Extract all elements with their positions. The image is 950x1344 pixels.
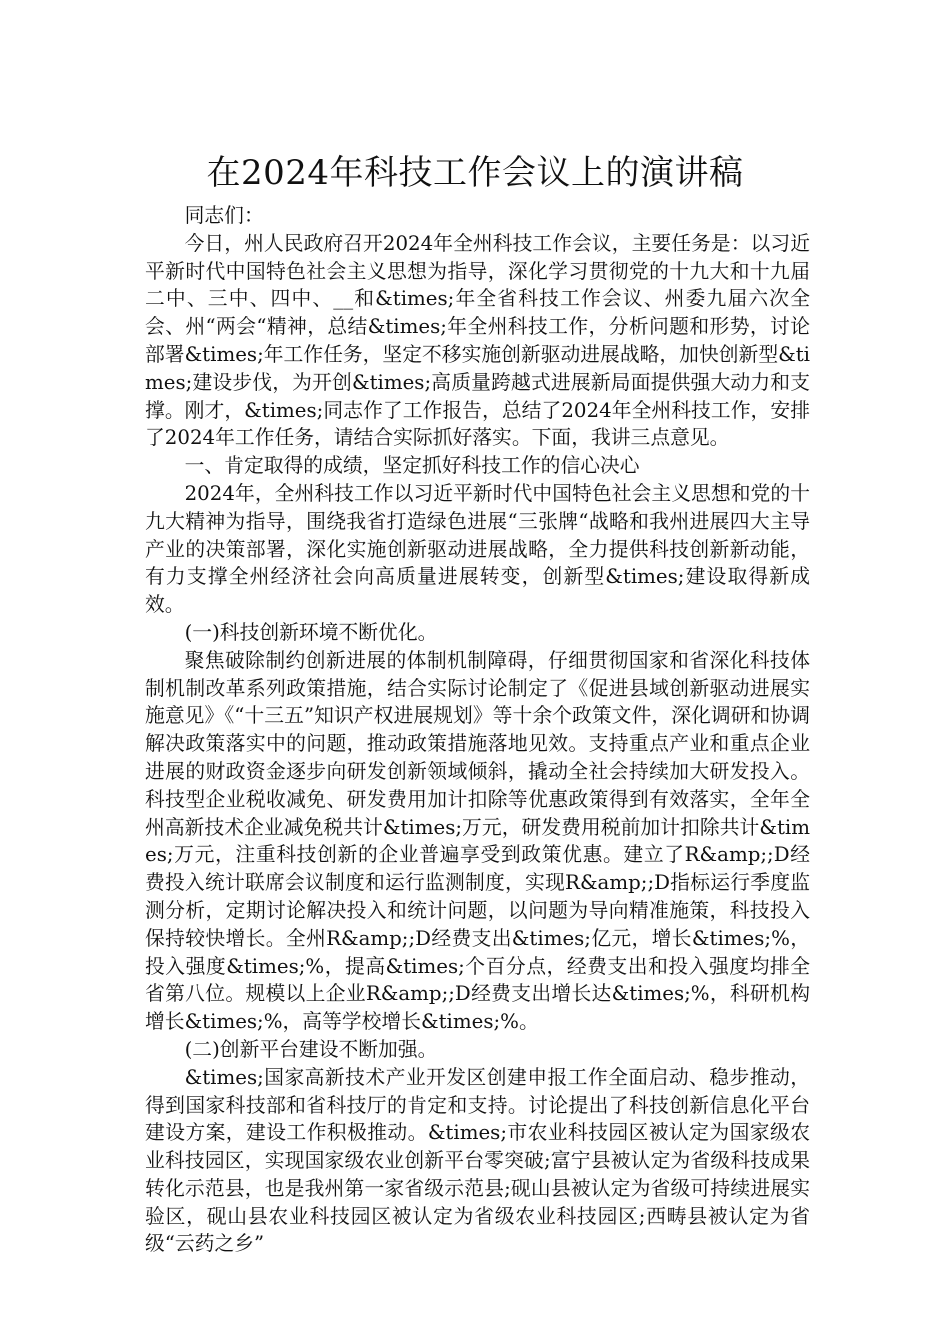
subsection-heading-1: (一)科技创新环境不断优化。: [184, 620, 438, 644]
document-title: 在2024年科技工作会议上的演讲稿: [206, 152, 744, 193]
salutation: 同志们：: [184, 204, 264, 227]
paragraph-summary: 2024年，全州科技工作以习近平新时代中国特色社会主义思想和党的十九大精神为指导，围绕我省打造绿色进展“三张牌“战略和我州进展四大主导产业的决策部署，深化实施创新驱动进展战略，全力提供科技创新新动能，有力支撑全州经济社会向高质量进展转变，创新型&times;建设取得新成效。: [145, 481, 810, 617]
subsection-heading-2: (二)创新平台建设不断加强。: [184, 1037, 438, 1061]
paragraph-intro: 今日，州人民政府召开2024年全州科技工作会议，主要任务是：以习近平新时代中国特色社会主义思想为指导，深化学习贯彻党的十九大和十九届二中、三中、四中、__和&times;年全省科技工作会议、州委九届六次全会、州“两会“精神，总结&times;年全州科技工作，分析问题和形势，讨论部署&times;年工作任务，坚定不移实施创新驱动进展战略，加快创新型&times;建设步伐，为开创&times;高质量跨越式进展新局面提供强大动力和支撑。刚才，&times;同志作了工作报告，总结了2024年全州科技工作，安排了2024年工作任务，请结合实际抓好落实。下面，我讲三点意见。: [145, 231, 810, 450]
paragraph-environment: 聚焦破除制约创新进展的体制机制障碍，仔细贯彻国家和省深化科技体制机制改革系列政策措施，结合实际讨论制定了《促进县域创新驱动进展实施意见》《“十三五”知识产权进展规划》等十余个政策文件，深化调研和协调解决政策落实中的问题，推动政策措施落地见效。支持重点产业和重点企业进展的财政资金逐步向研发创新领域倾斜，撬动全社会持续加大研发投入。科技型企业税收减免、研发费用加计扣除等优惠政策得到有效落实，全年全州高新技术企业减免税共计&times;万元，研发费用税前加计扣除共计&times;万元，注重科技创新的企业普遍享受到政策优惠。建立了R&amp;;D经费投入统计联席会议制度和运行监测制度，实现R&amp;;D指标运行季度监测分析，定期讨论解决投入和统计问题，以问题为导向精准施策，科技投入保持较快增长。全州R&amp;;D经费支出&times;亿元，增长&times;%，投入强度&times;%，提高&times;个百分点，经费支出和投入强度均排全省第八位。规模以上企业R&amp;;D经费支出增长达&times;%，科研机构增长&times;%，高等学校增长&times;%。: [145, 648, 810, 1034]
section-heading-1: 一、肯定取得的成绩，坚定抓好科技工作的信心决心: [184, 454, 640, 478]
paragraph-platforms: &times;国家高新技术产业开发区创建申报工作全面启动、稳步推动，得到国家科技部和省科技厅的肯定和支持。讨论提出了科技创新信息化平台建设方案，建设工作积极推动。&times;市农业科技园区被认定为国家级农业科技园区，实现国家级农业创新平台零突破;富宁县被认定为省级科技成果转化示范县，也是我州第一家省级示范县;砚山县被认定为省级可持续进展实验区，砚山县农业科技园区被认定为省级农业科技园区;西畴县被认定为省级“云药之乡”: [145, 1065, 810, 1256]
document-body: [145, 202, 810, 1258]
